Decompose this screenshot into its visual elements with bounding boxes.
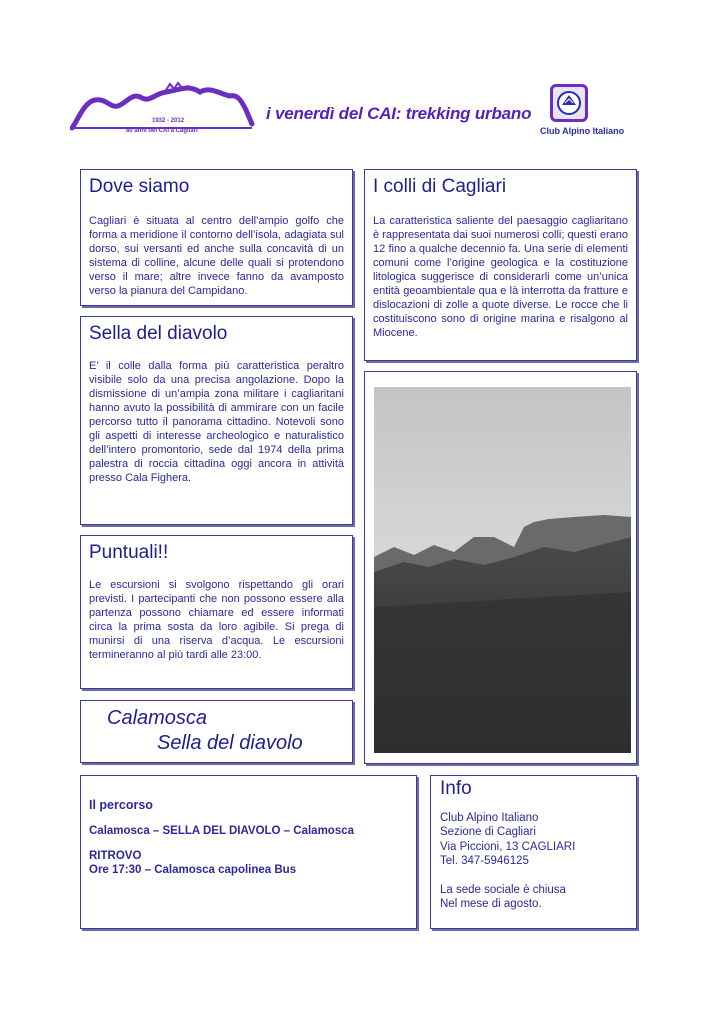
puntuali-text: Le escursioni si svolgono rispettando gli orari previsti. I partecipanti che non possono essere alla partenza possono chiamare ed essere informati circa la prima sosta da loro agibile. Si prega di munirsi di una riserva d’acqua. Le escursioni termineranno al più tardi alle 23:00. [89,579,344,661]
info-line: Via Piccioni, 13 CAGLIARI [440,840,576,853]
photo-frame [364,371,637,764]
percorso-box [80,775,417,929]
landscape-photo [374,387,631,753]
dove-siamo-title: Dove siamo [89,176,190,197]
puntuali-box [80,535,353,689]
colli-title: I colli di Cagliari [373,176,507,197]
info-note: La sede sociale è chiusa [440,883,566,896]
info-note: Nel mese di agosto. [440,898,542,910]
ritrovo-time: Ore 17:30 – Calamosca capolinea Bus [89,864,297,876]
colli-box [364,169,637,361]
colli-text: La caratteristica saliente del paesaggio cagliaritano è rappresentata dai suoi numerosi colli; questi erano 12 fino a qualche decennio fa. Una serie di elementi comuni come l’origine geologica e la costituzione litologica suggerisce di considerarli come un’unica entità geoambientale qua e là interrotta da fratture e dislocazioni di zolle a quote diverse. Le rocce che li costituiscono sono di origine marina e risalgono al Miocene. [373,215,628,339]
org-name: Club Alpino Italiano [540,126,625,136]
info-line: Sezione di Cagliari [440,826,536,838]
destination-line-1: Calamosca [107,707,208,729]
info-box [430,775,637,929]
ritrovo-label: RITROVO [89,850,142,862]
destination-line-2: Sella del diavolo [157,732,303,754]
sella-box [80,316,353,525]
percorso-route: Calamosca – SELLA DEL DIAVOLO – Calamosca [89,825,355,837]
anniversary-years: 1932 - 2012 [152,118,185,124]
banner-title: i venerdì del CAI: trekking urbano [266,104,532,123]
sella-title: Sella del diavolo [89,323,228,344]
anniversary-caption: 80 anni del CAI a Cagliari [126,128,198,134]
percorso-heading: Il percorso [89,798,153,812]
dove-siamo-text: Cagliari è situata al centro dell’ampio golfo che forma a meridione il contorno dell’isola, adagiata sul dorso, sui versanti ed anche sulla concavità di un sistema di colline, alcune delle quali si protendono verso il mare; altre invece fanno da avamposto verso la pianura del Campidano. [89,215,344,297]
destination-box [80,700,353,763]
info-title: Info [440,778,472,799]
sella-text: E’ il colle dalla forma più caratteristica peraltro visibile solo da una precisa angolazione. Dopo la dismissione di un’ampia zona militare i cagliaritani hanno avuto la possibilità di ammirare con un facile percorso tutto il panorama cittadino. Notevoli sono gli aspetti di interesse archeologico e naturalistico dell’intero promontorio, sede dal 1974 della prima palestra di roccia cittadina oggi ancora in attività presso Cala Fighera. [89,360,344,484]
cai-emblem-icon [550,84,588,122]
info-phone: Tel. 347-5946125 [440,855,529,867]
header-banner [70,80,630,140]
dove-siamo-box [80,169,353,306]
puntuali-title: Puntuali!! [89,542,169,563]
info-line: Club Alpino Italiano [440,811,539,824]
